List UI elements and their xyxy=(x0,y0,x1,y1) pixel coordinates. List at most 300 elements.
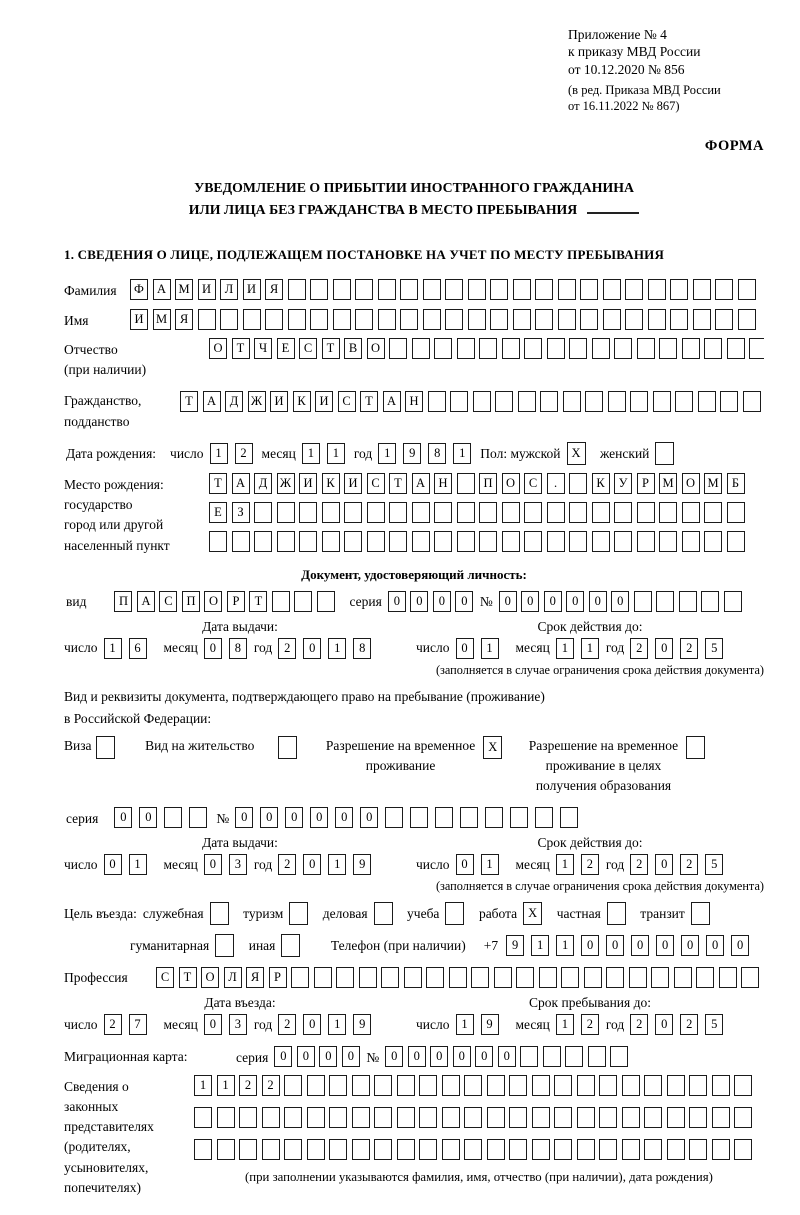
title-blank-line xyxy=(587,202,639,214)
representative-cell xyxy=(487,1075,505,1096)
stay-day xyxy=(456,1014,506,1035)
permit-issue-cell: 0 xyxy=(303,854,321,875)
representative-cell xyxy=(307,1139,325,1160)
surname-cell xyxy=(513,279,531,300)
doc-number-cell: 0 xyxy=(499,591,517,612)
birthplace-cell xyxy=(592,531,610,552)
surname-cell xyxy=(670,279,688,300)
permit-expiry-month xyxy=(556,854,606,875)
representative-cell xyxy=(734,1139,752,1160)
doc-issue-cell: 0 xyxy=(303,638,321,659)
citizenship-cell xyxy=(540,391,558,412)
birthplace-cell xyxy=(569,473,587,494)
representatives-row3 xyxy=(194,1139,764,1160)
form-title xyxy=(64,177,764,221)
representative-cell xyxy=(532,1075,550,1096)
birthplace-cell: А xyxy=(232,473,250,494)
representative-cell xyxy=(712,1139,730,1160)
citizenship-cell: Ж xyxy=(248,391,266,412)
birthplace-cell: Т xyxy=(209,473,227,494)
phone-cell: 0 xyxy=(656,935,674,956)
firstname-cell xyxy=(580,309,598,330)
representative-cell xyxy=(374,1139,392,1160)
birth-year-cell: 9 xyxy=(403,443,421,464)
profession-cell xyxy=(629,967,647,988)
profession-cell xyxy=(291,967,309,988)
stay-cell: 2 xyxy=(581,1014,599,1035)
firstname-cell xyxy=(535,309,553,330)
entry-cell: 2 xyxy=(278,1014,296,1035)
permit-number-cell: 0 xyxy=(285,807,303,828)
birthplace-cell: М xyxy=(659,473,677,494)
representatives-label: Сведения о законных представителях (родителях, усыновителях, попечителях) xyxy=(64,1078,154,1195)
migration-number-cell xyxy=(588,1046,606,1067)
purpose-label: Цель въезда: xyxy=(64,905,137,921)
representative-cell xyxy=(307,1107,325,1128)
birth-day-label: число xyxy=(170,446,204,462)
firstname-cell xyxy=(445,309,463,330)
patronymic-cell xyxy=(457,338,475,359)
birth-year-cell: 1 xyxy=(378,443,396,464)
permit-issue-cell: 2 xyxy=(278,854,296,875)
purpose-row-1 xyxy=(64,902,764,925)
migration-number-cells xyxy=(385,1046,633,1067)
firstname-cell xyxy=(265,309,283,330)
permit-series-cells xyxy=(114,807,214,828)
purpose-other: иная xyxy=(249,934,305,957)
representative-cell xyxy=(734,1075,752,1096)
profession-cell xyxy=(696,967,714,988)
doc-kind-cell xyxy=(294,591,312,612)
doc-kind-cell: С xyxy=(159,591,177,612)
citizenship-cell xyxy=(428,391,446,412)
sex-female-checkbox xyxy=(655,442,679,465)
permit-series-cell: 0 xyxy=(114,807,132,828)
representative-cell xyxy=(329,1075,347,1096)
citizenship-cell xyxy=(630,391,648,412)
permit-series-cell xyxy=(164,807,182,828)
migration-series-cells xyxy=(274,1046,364,1067)
sex-female-label: женский xyxy=(600,446,650,462)
permit-issue-month xyxy=(204,854,254,875)
profession-cell xyxy=(539,967,557,988)
representative-cell xyxy=(509,1107,527,1128)
visa-cell xyxy=(96,736,115,759)
birth-year-cell: 1 xyxy=(453,443,471,464)
citizenship-cell xyxy=(720,391,738,412)
permit-issue-header: Дата выдачи: xyxy=(202,835,278,851)
birthplace-cell: С xyxy=(524,473,542,494)
surname-cell: М xyxy=(175,279,193,300)
citizenship-cell: Т xyxy=(180,391,198,412)
representative-cell xyxy=(599,1107,617,1128)
representative-cell xyxy=(554,1139,572,1160)
temp-permit-option: Разрешение на временное проживание X xyxy=(326,736,507,775)
permit-number-cell xyxy=(385,807,403,828)
birthplace-cell: К xyxy=(322,473,340,494)
surname-cell xyxy=(603,279,621,300)
doc-series-cell: 0 xyxy=(455,591,473,612)
doc-series-cell: 0 xyxy=(388,591,406,612)
purpose-official: служебная xyxy=(143,902,233,925)
permit-issue-cell: 9 xyxy=(353,854,371,875)
citizenship-cell: К xyxy=(293,391,311,412)
permit-issue-cell: 1 xyxy=(328,854,346,875)
representative-cell xyxy=(464,1075,482,1096)
doc-issue-cell: 2 xyxy=(278,638,296,659)
birthplace-cell: П xyxy=(479,473,497,494)
firstname-cell xyxy=(603,309,621,330)
birthplace-cell xyxy=(479,502,497,523)
doc-series-label: серия xyxy=(349,594,382,610)
firstname-cell: М xyxy=(153,309,171,330)
patronymic-cell: О xyxy=(209,338,227,359)
stay-cell: 2 xyxy=(680,1014,698,1035)
doc-expiry-cell: 2 xyxy=(630,638,648,659)
purpose-private-cell xyxy=(607,902,626,925)
purpose-official-cell xyxy=(210,902,229,925)
permit-issue-year xyxy=(278,854,378,875)
identity-doc-dates: число 1 6 месяц 0 8 год 2 0 1 8 число 0 1 месяц 1 1 год 2 0 2 5 xyxy=(64,638,764,659)
firstname-label: Имя xyxy=(64,312,89,328)
purpose-study: учеба xyxy=(407,902,469,925)
representative-cell: 2 xyxy=(239,1075,257,1096)
edu-permit-cell xyxy=(686,736,705,759)
birthplace-cell xyxy=(434,531,452,552)
representative-cell xyxy=(442,1139,460,1160)
citizenship-cell: И xyxy=(270,391,288,412)
residence-intro-line1: Вид и реквизиты документа, подтверждающего право на пребывание (проживание) xyxy=(64,688,545,704)
firstname-cell xyxy=(715,309,733,330)
surname-cell xyxy=(715,279,733,300)
birthplace-cell xyxy=(322,531,340,552)
permit-expiry-cell: 2 xyxy=(581,854,599,875)
patronymic-cell xyxy=(727,338,745,359)
representative-cell xyxy=(352,1139,370,1160)
surname-label: Фамилия xyxy=(64,283,117,299)
representative-cell xyxy=(442,1075,460,1096)
profession-cell: Л xyxy=(224,967,242,988)
phone-cell: 0 xyxy=(731,935,749,956)
doc-number-cell: 0 xyxy=(611,591,629,612)
entry-cell: 3 xyxy=(229,1014,247,1035)
firstname-cell xyxy=(288,309,306,330)
citizenship-cell xyxy=(653,391,671,412)
profession-cell xyxy=(359,967,377,988)
profession-cell xyxy=(516,967,534,988)
permit-number-cell: 0 xyxy=(260,807,278,828)
temp-permit-checkbox xyxy=(483,736,507,759)
representative-cell xyxy=(509,1075,527,1096)
identity-doc-header: Документ, удостоверяющий личность: xyxy=(301,566,527,582)
surname-cell xyxy=(378,279,396,300)
firstname-cell xyxy=(400,309,418,330)
patronymic-cell xyxy=(389,338,407,359)
phone-cell: 0 xyxy=(706,935,724,956)
surname-cell: И xyxy=(243,279,261,300)
doc-issue-cell: 8 xyxy=(353,638,371,659)
citizenship-cell xyxy=(495,391,513,412)
representative-cell xyxy=(239,1107,257,1128)
representative-cell xyxy=(217,1107,235,1128)
permit-number-cell xyxy=(485,807,503,828)
representative-cell xyxy=(554,1107,572,1128)
representative-cell xyxy=(667,1139,685,1160)
permit-expiry-year xyxy=(630,854,730,875)
surname-cell: А xyxy=(153,279,171,300)
birth-year-cell: 8 xyxy=(428,443,446,464)
surname-cell xyxy=(445,279,463,300)
surname-cells xyxy=(130,279,760,300)
representative-cell xyxy=(712,1107,730,1128)
representative-cell xyxy=(284,1139,302,1160)
doc-issue-cell: 8 xyxy=(229,638,247,659)
firstname-cell: И xyxy=(130,309,148,330)
citizenship-cell: Н xyxy=(405,391,423,412)
stay-cell: 0 xyxy=(655,1014,673,1035)
birthplace-cell xyxy=(592,502,610,523)
purpose-other-cell xyxy=(281,934,300,957)
phone-cell: 9 xyxy=(506,935,524,956)
patronymic-cell xyxy=(592,338,610,359)
firstname-cell xyxy=(513,309,531,330)
representative-cell xyxy=(397,1075,415,1096)
representative-cell xyxy=(352,1075,370,1096)
representative-cell xyxy=(329,1107,347,1128)
profession-cell xyxy=(741,967,759,988)
doc-expiry-year xyxy=(630,638,730,659)
firstname-cell xyxy=(355,309,373,330)
surname-cell xyxy=(558,279,576,300)
permit-number-cells xyxy=(235,807,585,828)
purpose-business-cell xyxy=(374,902,393,925)
phone-label: Телефон (при наличии) xyxy=(330,937,466,953)
birthplace-cell xyxy=(412,531,430,552)
patronymic-cells xyxy=(209,338,764,359)
surname-cell xyxy=(693,279,711,300)
residence-permit-options xyxy=(64,736,764,795)
permit-series-cell xyxy=(189,807,207,828)
birthplace-cell xyxy=(457,502,475,523)
representative-cell xyxy=(577,1107,595,1128)
representative-cell xyxy=(217,1139,235,1160)
migration-number-label: № xyxy=(366,1049,380,1065)
citizenship-cell xyxy=(450,391,468,412)
legal-reference-block xyxy=(568,26,764,114)
permit-number-cell: 0 xyxy=(335,807,353,828)
profession-cell xyxy=(719,967,737,988)
firstname-cell xyxy=(738,309,756,330)
birthplace-cell xyxy=(659,531,677,552)
migration-series-cell: 0 xyxy=(342,1046,360,1067)
permit-number-cell: 0 xyxy=(310,807,328,828)
profession-cell: С xyxy=(156,967,174,988)
citizenship-cell xyxy=(698,391,716,412)
residence-permit-checkbox xyxy=(278,736,302,759)
phone-cell: 0 xyxy=(606,935,624,956)
patronymic-cell xyxy=(749,338,764,359)
birthplace-cell xyxy=(637,531,655,552)
patronymic-cell: В xyxy=(344,338,362,359)
representative-cell: 1 xyxy=(217,1075,235,1096)
birthplace-cell xyxy=(727,531,745,552)
doc-number-cell: 0 xyxy=(589,591,607,612)
birthplace-cell xyxy=(569,531,587,552)
representative-cell xyxy=(532,1107,550,1128)
doc-kind-cells xyxy=(114,591,339,612)
birthplace-cell xyxy=(524,531,542,552)
birthplace-cell xyxy=(367,531,385,552)
doc-series-cells xyxy=(388,591,478,612)
birthplace-cell xyxy=(344,531,362,552)
birth-month-label: месяц xyxy=(261,446,296,462)
birthplace-cell xyxy=(457,473,475,494)
representative-cell xyxy=(509,1139,527,1160)
residence-permit-cell xyxy=(278,736,297,759)
surname-cell xyxy=(333,279,351,300)
birthplace-cell xyxy=(569,502,587,523)
revision-line: (в ред. Приказа МВД России xyxy=(568,82,721,97)
surname-cell xyxy=(288,279,306,300)
representative-cell xyxy=(352,1107,370,1128)
citizenship-cells xyxy=(180,391,764,412)
birthplace-cell xyxy=(682,531,700,552)
sex-male-cell: X xyxy=(567,442,586,465)
stay-cell: 1 xyxy=(456,1014,474,1035)
representative-cell xyxy=(577,1139,595,1160)
birthplace-cell: Е xyxy=(209,502,227,523)
stay-year xyxy=(630,1014,730,1035)
birthplace-cell xyxy=(502,502,520,523)
patronymic-cell xyxy=(614,338,632,359)
migration-number-cell: 0 xyxy=(408,1046,426,1067)
birthplace-cell: У xyxy=(614,473,632,494)
patronymic-cell xyxy=(434,338,452,359)
birth-year-label: год xyxy=(353,446,373,462)
profession-cell xyxy=(561,967,579,988)
citizenship-cell: А xyxy=(203,391,221,412)
purpose-transit: транзит xyxy=(640,902,714,925)
migration-number-cell xyxy=(610,1046,628,1067)
representative-cell xyxy=(487,1139,505,1160)
birth-month-cell: 1 xyxy=(302,443,320,464)
purpose-tourism-cell xyxy=(289,902,308,925)
birth-year-cells xyxy=(378,443,478,464)
birthplace-cell: О xyxy=(502,473,520,494)
doc-issue-day xyxy=(104,638,154,659)
representative-cell xyxy=(644,1139,662,1160)
profession-cell xyxy=(651,967,669,988)
migration-number-cell xyxy=(565,1046,583,1067)
citizenship-cell: Д xyxy=(225,391,243,412)
permit-expiry-header: Срок действия до: xyxy=(537,835,643,851)
permit-issue-cell: 3 xyxy=(229,854,247,875)
doc-expiry-cell: 1 xyxy=(481,638,499,659)
representative-cell xyxy=(397,1107,415,1128)
surname-cell xyxy=(738,279,756,300)
surname-cell: И xyxy=(198,279,216,300)
profession-cell xyxy=(606,967,624,988)
birthplace-cell xyxy=(299,531,317,552)
citizenship-cell xyxy=(563,391,581,412)
representatives-note: (при заполнении указываются фамилия, имя, отчество (при наличии), дата рождения) xyxy=(245,1169,713,1184)
birth-month-cell: 1 xyxy=(327,443,345,464)
representative-cell xyxy=(712,1075,730,1096)
birthplace-cell xyxy=(704,502,722,523)
representative-cell xyxy=(689,1139,707,1160)
doc-kind-label: вид xyxy=(66,594,87,610)
firstname-cell xyxy=(423,309,441,330)
birthplace-cell xyxy=(547,502,565,523)
profession-cell: Т xyxy=(179,967,197,988)
patronymic-cell: Е xyxy=(277,338,295,359)
representative-cell xyxy=(622,1139,640,1160)
entry-year xyxy=(278,1014,378,1035)
entry-stay-headers xyxy=(64,995,764,1011)
birthplace-cell: А xyxy=(412,473,430,494)
representative-cell xyxy=(622,1107,640,1128)
residence-permit-option: Вид на жительство xyxy=(145,736,302,759)
form-word: ФОРМА xyxy=(704,138,764,155)
section1-title: 1. СВЕДЕНИЯ О ЛИЦЕ, ПОДЛЕЖАЩЕМ ПОСТАНОВКЕ НА УЧЕТ ПО МЕСТУ ПРЕБЫВАНИЯ xyxy=(64,247,665,263)
citizenship-label: Гражданство, подданство xyxy=(64,393,142,429)
birth-day-cell: 1 xyxy=(210,443,228,464)
entry-cell: 2 xyxy=(104,1014,122,1035)
representative-cell xyxy=(374,1075,392,1096)
permit-issue-cell: 1 xyxy=(129,854,147,875)
migration-number-cell: 0 xyxy=(385,1046,403,1067)
sex-male-checkbox xyxy=(567,442,591,465)
surname-cell: Л xyxy=(220,279,238,300)
birthplace-cell xyxy=(637,502,655,523)
entry-cell: 0 xyxy=(303,1014,321,1035)
doc-kind-cell: О xyxy=(204,591,222,612)
doc-expiry-cell: 1 xyxy=(556,638,574,659)
revision-line: от 16.11.2022 № 867) xyxy=(568,99,680,114)
appendix-line: Приложение № 4 xyxy=(568,27,667,42)
patronymic-cell xyxy=(569,338,587,359)
firstname-cell xyxy=(310,309,328,330)
doc-expiry-cell: 0 xyxy=(456,638,474,659)
representative-cell xyxy=(374,1107,392,1128)
migration-number-cell: 0 xyxy=(453,1046,471,1067)
firstname-cell xyxy=(220,309,238,330)
doc-number-cell xyxy=(656,591,674,612)
doc-kind-cell: П xyxy=(114,591,132,612)
representative-cell xyxy=(599,1139,617,1160)
migration-card-label: Миграционная карта: xyxy=(64,1049,188,1065)
birthplace-cell xyxy=(389,531,407,552)
citizenship-cell: И xyxy=(315,391,333,412)
representative-cell xyxy=(622,1075,640,1096)
birthplace-cell: Т xyxy=(389,473,407,494)
patronymic-cell: Ч xyxy=(254,338,272,359)
representative-cell xyxy=(464,1139,482,1160)
identity-doc-date-headers xyxy=(64,619,764,635)
doc-issue-cell: 6 xyxy=(129,638,147,659)
doc-number-cell xyxy=(679,591,697,612)
phone-cell: 1 xyxy=(556,935,574,956)
firstname-cell xyxy=(490,309,508,330)
birthplace-cell xyxy=(277,502,295,523)
doc-number-cell: 0 xyxy=(566,591,584,612)
migration-number-cell xyxy=(543,1046,561,1067)
birthplace-cell xyxy=(434,502,452,523)
firstname-cell xyxy=(625,309,643,330)
entry-cell: 9 xyxy=(353,1014,371,1035)
doc-number-cell xyxy=(724,591,742,612)
purpose-humanitarian: гуманитарная xyxy=(130,934,239,957)
